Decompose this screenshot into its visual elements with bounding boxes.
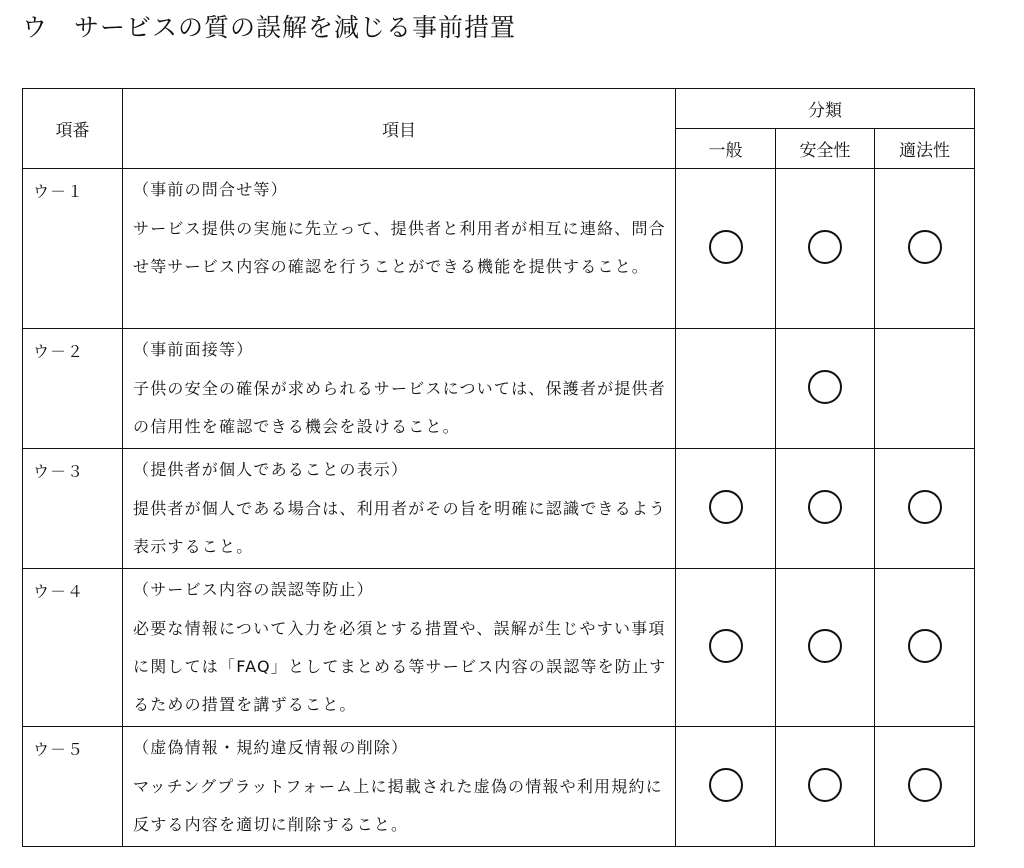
circle-mark-icon — [709, 490, 743, 524]
table-row — [23, 449, 975, 569]
circle-mark-icon — [709, 768, 743, 802]
mark-cell-legal — [875, 569, 975, 727]
circle-mark-icon — [808, 768, 842, 802]
circle-mark-icon — [709, 629, 743, 663]
circle-mark-icon — [808, 230, 842, 264]
mark-cell-general — [676, 449, 776, 569]
mark-cell-general — [676, 329, 776, 449]
row-item-body: 子供の安全の確保が求められるサービスについては、保護者が提供者の信用性を確認できる機会を設けること。 — [133, 379, 666, 436]
circle-mark-icon — [908, 230, 942, 264]
mark-cell-general — [676, 169, 776, 329]
mark-cell-general — [676, 727, 776, 847]
row-item-title: （事前の問合せ等） — [133, 180, 288, 199]
col-header-general: 一般 — [676, 129, 776, 169]
row-item-title: （事前面接等） — [133, 340, 254, 359]
col-header-safety: 安全性 — [776, 129, 875, 169]
table-body — [23, 169, 975, 847]
row-id: ウ－５ — [23, 727, 123, 847]
row-id: ウ－２ — [23, 329, 123, 449]
mark-cell-safety — [776, 449, 875, 569]
row-id: ウ－４ — [23, 569, 123, 727]
mark-cell-legal — [875, 329, 975, 449]
table-row — [23, 569, 975, 727]
circle-mark-icon — [808, 629, 842, 663]
circle-mark-icon — [808, 490, 842, 524]
mark-cell-safety — [776, 727, 875, 847]
row-item-body: 提供者が個人である場合は、利用者がその旨を明確に認識できるよう表示すること。 — [133, 499, 667, 556]
col-header-item: 項目 — [123, 89, 676, 169]
row-item-body: 必要な情報について入力を必須とする措置や、誤解が生じやすい事項に関しては「FAQ」としてまとめる等サービス内容の誤認等を防止するための措置を講ずること。 — [133, 619, 667, 714]
col-header-id: 項番 — [23, 89, 123, 169]
row-item — [123, 727, 676, 847]
mark-cell-legal — [875, 727, 975, 847]
mark-cell-legal — [875, 169, 975, 329]
col-header-category: 分類 — [676, 89, 975, 129]
table-row — [23, 727, 975, 847]
circle-mark-icon — [908, 629, 942, 663]
mark-cell-safety — [776, 329, 875, 449]
circle-mark-icon — [709, 230, 743, 264]
row-id: ウ－１ — [23, 169, 123, 329]
mark-cell-general — [676, 569, 776, 727]
row-item-title: （虚偽情報・規約違反情報の削除） — [133, 738, 409, 757]
circle-mark-icon — [908, 768, 942, 802]
row-item — [123, 329, 676, 449]
mark-cell-legal — [875, 449, 975, 569]
circle-mark-icon — [908, 490, 942, 524]
row-item-title: （提供者が個人であることの表示） — [133, 460, 409, 479]
row-item-title: （サービス内容の誤認等防止） — [133, 580, 374, 599]
row-item-body: マッチングプラットフォーム上に掲載された虚偽の情報や利用規約に反する内容を適切に削除すること。 — [133, 777, 663, 834]
circle-mark-icon — [808, 370, 842, 404]
mark-cell-safety — [776, 569, 875, 727]
section-heading: ウ サービスの質の誤解を減じる事前措置 — [22, 13, 517, 42]
table-row — [23, 329, 975, 449]
measures-table — [22, 88, 975, 847]
row-item — [123, 569, 676, 727]
mark-cell-safety — [776, 169, 875, 329]
row-item — [123, 169, 676, 329]
table-row — [23, 169, 975, 329]
row-item-body: サービス提供の実施に先立って、提供者と利用者が相互に連絡、問合せ等サービス内容の確認を行うことができる機能を提供すること。 — [133, 219, 666, 276]
row-item — [123, 449, 676, 569]
col-header-legal: 適法性 — [875, 129, 975, 169]
row-id: ウ－３ — [23, 449, 123, 569]
